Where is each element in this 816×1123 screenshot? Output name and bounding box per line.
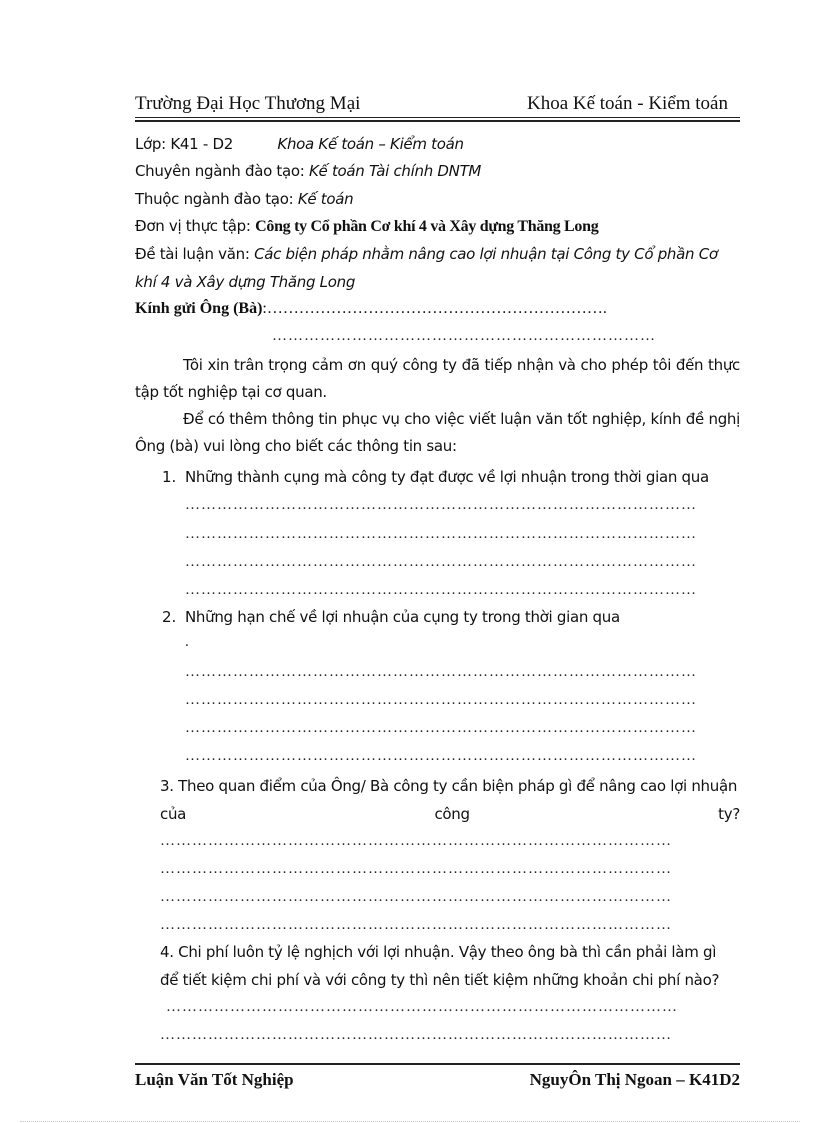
unit-label: Đơn vị thực tập: bbox=[135, 217, 251, 235]
q4-answer-line-1: …………………………………………………………………………………… bbox=[166, 999, 678, 1015]
q2-dot: . bbox=[185, 634, 190, 650]
footer-rule bbox=[135, 1063, 740, 1065]
topic-value-2: khí 4 và Xây dựng Thăng Long bbox=[135, 273, 356, 291]
topic-value-1: Các biện pháp nhằm nâng cao lợi nhuận tại Công ty Cổ phần Cơ bbox=[254, 245, 718, 263]
unit-value: Công ty Cổ phần Cơ khí 4 và Xây dựng Thăng Long bbox=[255, 218, 599, 235]
request-paragraph: Để có thêm thông tin phục vụ cho việc viết luận văn tốt nghiệp, kính đề nghị Ông (bà) vui lòng cho biết các thông tin sau: bbox=[135, 410, 740, 455]
header-rule-thick bbox=[135, 120, 740, 122]
field-value: Kế toán bbox=[297, 190, 354, 208]
q1-answer-line-1: …………………………………………………………………………………… bbox=[185, 497, 697, 513]
q3-answer-line-2: …………………………………………………………………………………… bbox=[160, 861, 672, 877]
q2-answer-line-3: …………………………………………………………………………………… bbox=[185, 720, 697, 736]
q2-text: Những hạn chế về lợi nhuận của cụng ty trong thời gian qua bbox=[185, 608, 620, 626]
recipient-dots: :………………………………………………………. bbox=[262, 300, 607, 317]
q2-answer-line-1: …………………………………………………………………………………… bbox=[185, 664, 697, 680]
q4-text-line-2: để tiết kiệm chi phí và với công ty thì nên tiết kiệm những khoản chi phí nào? bbox=[160, 971, 720, 989]
q3-word-2: công bbox=[434, 805, 470, 823]
q3-word-1: của bbox=[160, 805, 187, 823]
header-rule-thin bbox=[135, 117, 740, 118]
q1-answer-line-3: …………………………………………………………………………………… bbox=[185, 554, 697, 570]
major-label: Chuyên ngành đào tạo: bbox=[135, 162, 305, 180]
q1-number: 1. bbox=[162, 468, 177, 486]
major-value: Kế toán Tài chính DNTM bbox=[309, 162, 482, 180]
topic-line-2 bbox=[135, 273, 740, 291]
q1-text: Những thành cụng mà công ty đạt được về lợi nhuận trong thời gian qua bbox=[185, 468, 709, 486]
faculty-name: Khoa Kế toán - Kiểm toán bbox=[526, 93, 728, 114]
field-label: Thuộc ngành đào tạo: bbox=[135, 190, 294, 208]
class-faculty: Khoa Kế toán – Kiểm toán bbox=[277, 135, 464, 153]
q3-answer-line-1: …………………………………………………………………………………… bbox=[160, 833, 672, 849]
footer-author: NguyÔn Thị Ngoan – K41D2 bbox=[529, 1070, 740, 1089]
q1-answer-line-2: …………………………………………………………………………………… bbox=[185, 526, 697, 542]
major-line bbox=[135, 162, 740, 180]
q2-answer-line-4: …………………………………………………………………………………… bbox=[185, 748, 697, 764]
unit-line bbox=[135, 217, 740, 236]
q4-answer-line-2: …………………………………………………………………………………… bbox=[160, 1027, 672, 1043]
recipient-line bbox=[135, 300, 740, 318]
footer-title: Luận Văn Tốt Nghiệp bbox=[135, 1070, 294, 1089]
page-footer bbox=[135, 1070, 740, 1094]
q3-answer-line-3: …………………………………………………………………………………… bbox=[160, 889, 672, 905]
q2-answer-line-2: …………………………………………………………………………………… bbox=[185, 692, 697, 708]
q3-word-3: ty? bbox=[718, 805, 740, 823]
topic-label: Đề tài luận văn: bbox=[135, 245, 250, 263]
class-label: Lớp: K41 - D2 bbox=[135, 135, 233, 153]
recipient-dots-2: ……………………………………………………………… bbox=[272, 328, 656, 344]
q1-answer-line-4: …………………………………………………………………………………… bbox=[185, 582, 697, 598]
page-bottom-border bbox=[20, 1121, 800, 1122]
class-line bbox=[135, 135, 740, 153]
q3-answer-line-4: …………………………………………………………………………………… bbox=[160, 917, 672, 933]
q4-text: 4. Chi phí luôn tỷ lệ nghịch với lợi nhuận. Vậy theo ông bà thì cần phải làm gì bbox=[160, 943, 717, 961]
page-header bbox=[135, 90, 740, 116]
thanks-paragraph: Tôi xin trân trọng cảm ơn quý công ty đã tiếp nhận và cho phép tôi đến thực tập tốt nghiệp tại cơ quan. bbox=[135, 356, 740, 401]
q2-number: 2. bbox=[162, 608, 177, 626]
recipient-label: Kính gửi Ông (Bà) bbox=[135, 300, 263, 317]
topic-line bbox=[135, 245, 740, 263]
field-line bbox=[135, 190, 740, 208]
q3-text-line-2 bbox=[160, 805, 740, 823]
school-name: Trường Đại Học Thương Mại bbox=[135, 93, 361, 114]
q3-text: 3. Theo quan điểm của Ông/ Bà công ty cần biện pháp gì để nâng cao lợi nhuận bbox=[160, 777, 738, 795]
